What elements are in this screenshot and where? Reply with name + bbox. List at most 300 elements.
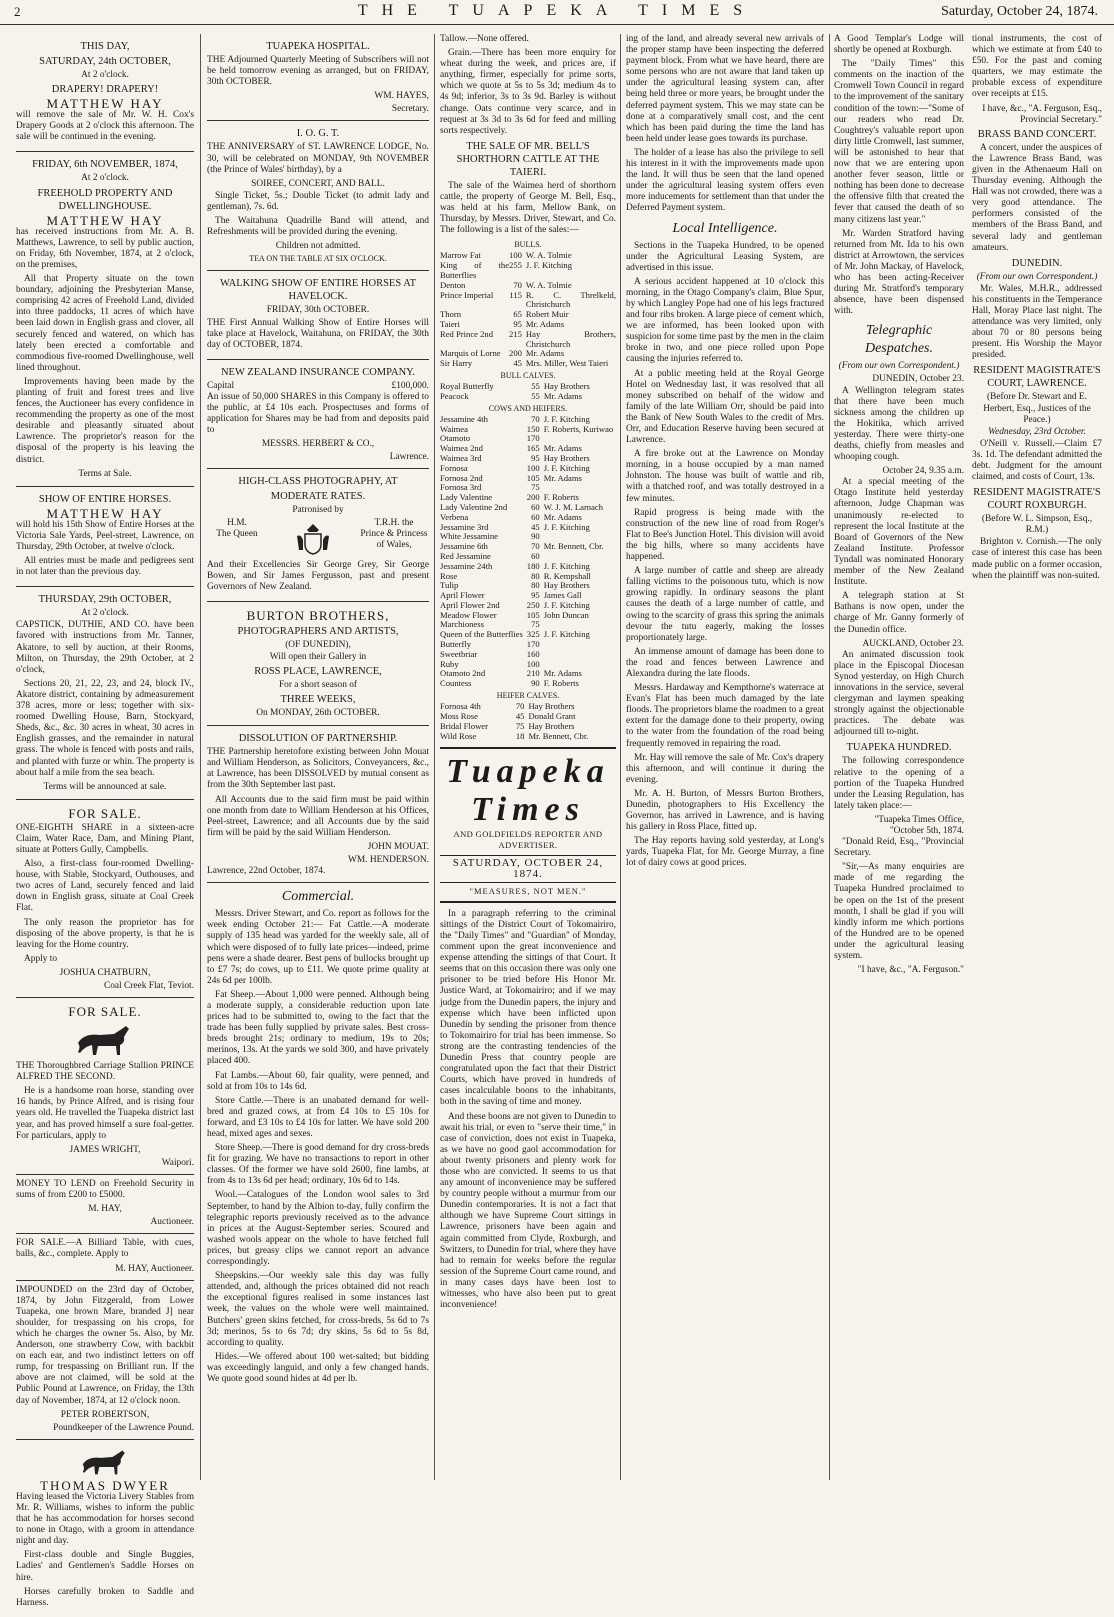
animal-name-cell: Verbena: [440, 511, 469, 522]
column-rule: [620, 34, 621, 1480]
buyer-cell: Hay Brothers: [543, 381, 590, 392]
ad-signature: M. HAY, Auctioneer.: [115, 1263, 194, 1274]
royal-arms-icon: [293, 522, 333, 556]
notice-date: Lawrence, 22nd October, 1874.: [207, 866, 326, 877]
notice-body: The Waitahuna Quadrille Band will attend, and Refreshments will be provided during the evening.: [207, 216, 429, 238]
notice-body: THE ANNIVERSARY of ST. LAWRENCE LODGE, No. 30, will be celebrated on MONDAY, 9th NOVEMBER (the Prince of Wales' birthday), by a: [207, 142, 429, 175]
price-cell: 255: [509, 260, 522, 271]
subcolumn-left: [834, 34, 964, 976]
two-column-wrapper: [834, 34, 1102, 976]
article-paragraph: Messrs. Driver Stewart, and Co. report as follows for the week ending October 21:— Fat Cattle.—A moderate supply of 135 head was yarded for the weekly sale, all of which were disposed of to fully late prices—indeed, prime pens were a shade dearer. Best pens of bullocks brought up to £7 7s; do cows, up to £11. We quote prime quality at 24s 6d per 100lb.: [207, 909, 429, 986]
sales-table-bull-calves: [440, 382, 616, 402]
table-row: [440, 359, 616, 369]
animal-name-cell: Rose: [440, 570, 458, 581]
animal-name-cell: Denton: [440, 279, 466, 290]
price-cell: 55: [531, 381, 540, 392]
price-cell: 115: [509, 289, 522, 300]
letter-signature: "I have, &c., "A. Ferguson.": [857, 965, 964, 976]
news-item: Mr. Hay will remove the sale of Mr. Cox's drapery this afternoon, and will continue it during the evening.: [626, 752, 824, 785]
buyer-cell: R. Kempshall: [543, 570, 591, 581]
editorial-paragraph: In a paragraph referring to the criminal sittings of the District Court of Tokomairiro, the "Daily Times" and "Guardian" of Monday, comment upon the great inconvenience and expense attending the sittings of that Court. It seems that on this occasion there was only one prisoner to be tried before His Honor Mr. Justice Ward, at Tokomairiro; and if we may judge from the Dunedin papers, the injury and expense which have been inflicted upon Dunedin by sending the prisoner from thence to Tokomairiro for trial has been immense. So strong are the contrasting tendencies of the Dunedin Press that country people are congratulated upon the fact that their District Courts, which have proved in hundreds of cases incalculable boons to the inhabitants, both in the saving of time and money.: [440, 908, 616, 1108]
notice-body: All Accounts due to the said firm must be paid within one month from date to William Henderson at his Offices, Peel-street, Lawrence; and all Accounts due by the said firm will be paid by the said William Henderson.: [207, 794, 429, 838]
ad-body: On MONDAY, 26th OCTOBER.: [256, 708, 380, 719]
table-row: [440, 291, 616, 311]
buyer-cell: J. F. Kitching: [543, 629, 590, 640]
notice-subheading: SOIREE, CONCERT, AND BALL.: [251, 178, 385, 189]
news-item: A Good Templar's Lodge will shortly be opened at Roxburgh.: [834, 34, 964, 56]
notice-signature: MESSRS. HERBERT & CO.,: [261, 439, 375, 450]
buyer-cell: W. J. M. Larnach: [543, 501, 604, 512]
notice-signature: Secretary.: [391, 104, 429, 115]
ad-body: All entries must be made and pedigrees sent in not later than the previous day.: [16, 556, 194, 578]
newspaper-title-block: [440, 747, 616, 902]
price-cell: 60: [531, 550, 540, 561]
patron-left: [207, 518, 267, 560]
ad-body: All that Property situate on the town boundary, adjoining the Presbyterian Manse, comprising 42 acres of Freehold Land, divided into three paddocks, 11 acres of which have been laid down in English grass and clover, all securely fenced and watered, on which has lately been erected a comfortable and commodious five-roomed Dwellinghouse, well lined throughout.: [16, 274, 194, 373]
price-cell: 105: [526, 609, 540, 620]
ad-heading: HIGH-CLASS PHOTOGRAPHY, AT: [238, 476, 398, 488]
animal-name-cell: Lady Valentine: [440, 492, 493, 503]
notice-signature: JOHN MOUAT.: [367, 841, 429, 852]
dateline: DUNEDIN, October 23.: [872, 374, 964, 385]
buyer-cell: Mr. Bennett, Cbr.: [543, 541, 604, 552]
article-paragraph: Mr. Wales, M.H.R., addressed his constituents in the Temperance Hall, Moray Place last night. The attendance was very limited, only about 70 or 80 persons being present. His Worship the Mayor presided.: [972, 283, 1102, 361]
ad-heading: SATURDAY, 24th OCTOBER,: [39, 56, 171, 67]
ad-body: Horses carefully broken to Saddle and Harness.: [16, 1586, 194, 1608]
animal-name-cell: Lady Valentine 2nd: [440, 501, 508, 512]
price-cell: 80: [531, 570, 540, 581]
news-item: Rapid progress is being made with the construction of the new line of road from Roger's Flat to Bee's Junction Hotel. This division will avoid the big hills, where so many accidents have happened.: [626, 507, 824, 563]
price-cell: 45: [531, 521, 540, 532]
patron-text: The Queen: [216, 528, 258, 539]
table-section-label: BULLS.: [514, 240, 542, 250]
ad-money-to-lend: [16, 1175, 194, 1234]
news-item: The "Daily Times" this comments on the inaction of the Cromwell Town Council in regard to the improvement of the sanitary condition of the town:—"Some of our readers who read Dr. Coughtrey's valuable report upon dirty little Cromwell, last summer, will be astonished to hear that now that we are entering upon another fever season, little or nothing has been done to decrease the offensive filth that created the fever that caused the death of so many citizens last year.": [834, 59, 964, 225]
notice-heading: TUAPEKA HOSPITAL.: [266, 41, 370, 52]
table-row: [440, 732, 616, 742]
ad-signature: Waipori.: [161, 1157, 194, 1168]
animal-name-cell: Waimea: [440, 423, 468, 434]
table-row: [440, 392, 616, 402]
commercial-section: [207, 888, 429, 1385]
notice-body: THE Adjourned Quarterly Meeting of Subscribers will not be held tomorrow evening as arranged, but on FRIDAY, 30th OCTOBER.: [207, 55, 429, 88]
table-section-label: COWS AND HEIFERS.: [488, 403, 568, 413]
issue-date: SATURDAY, OCTOBER 24, 1874.: [440, 855, 616, 883]
ad-body: will remove the sale of Mr. W. H. Cox's Drapery Goods at 2 o'clock this afternoon. The sale will be continued in the evening.: [16, 110, 194, 143]
buyer-cell: J. F. Kitching: [543, 599, 590, 610]
animal-name-cell: Moss Rose: [440, 710, 478, 721]
buyer-cell: J. F. Kitching: [543, 413, 590, 424]
auctioneer-name: MATTHEW HAY: [46, 96, 164, 112]
notice-iogt: [207, 121, 429, 271]
ad-livery-stables: [16, 1440, 194, 1617]
ad-billiard-table: [16, 1234, 194, 1280]
animal-name-cell: Bridal Flower: [440, 720, 488, 731]
price-cell: 165: [526, 443, 540, 454]
ad-heading: FREEHOLD PROPERTY AND DWELLINGHOUSE.: [37, 187, 173, 212]
ad-heading: THURSDAY, 29th OCTOBER,: [38, 594, 172, 606]
sales-table-bulls: [440, 251, 616, 369]
notice-heading: WALKING SHOW OF ENTIRE HORSES AT HAVELOCK.: [219, 278, 417, 303]
horse-engraving-icon: [75, 1448, 135, 1476]
buyer-cell: Robert Muir: [525, 309, 569, 320]
section-subheading: (From our own Correspondent.): [838, 361, 960, 372]
ad-body: has received instructions from Mr. A. B. Matthews, Lawrence, to sell by public auction, on Friday, 6th November, 1874, at 2 o'clock, on the premises,: [16, 226, 194, 270]
table-row: [440, 679, 616, 689]
table-row: [440, 330, 616, 350]
animal-name-cell: Jessamine 4th: [440, 413, 488, 424]
capital-value: £100,000.: [391, 380, 429, 391]
price-cell: 100: [509, 250, 522, 261]
ad-body: CAPSTICK, DUTHIE, AND CO. have been favored with instructions from Mr. Tanner, Akatore, to sell by auction, at their Rooms, Milton, on Thursday, the 29th October, at 2 o'clock,: [16, 620, 194, 675]
ad-heading: DRAPERY! DRAPERY!: [51, 84, 159, 96]
column-5-telegrams-and-courts: [834, 34, 1102, 1480]
article-paragraph: The sale of the Waimea herd of shorthorn cattle, the property of George M. Bell, Esq., was held at his farm, Mellow Bank, on Thursday, by Messrs. Driver, Stewart, and Co. The following is a list of the sales:—: [440, 180, 616, 236]
price-cell: 75: [531, 482, 540, 493]
animal-name-cell: April Flower: [440, 590, 485, 601]
animal-name-cell: Marquis of Lorne: [440, 348, 501, 359]
article-heading: RESIDENT MAGISTRATE'S COURT, LAWRENCE.: [973, 365, 1101, 390]
ad-body: The only reason the proprietor has for disposing of the above property, is that he is leaving for the Home country.: [16, 917, 194, 950]
column-rule: [829, 34, 830, 1480]
animal-name-cell: Wild Rose: [440, 730, 477, 741]
letter-header: "Donald Reid, Esq., "Provincial Secretary.: [834, 837, 964, 859]
ad-body: And their Excellencies Sir George Grey, Sir George Bowen, and Sir James Fergusson, past and present Governors of New Zealand.: [207, 559, 429, 592]
buyer-cell: [544, 640, 616, 650]
ad-signature: Poundkeeper of the Lawrence Pound.: [53, 1422, 194, 1433]
ad-body: ONE-EIGHTH SHARE in a sixteen-acre Claim, Water Race, Dam, and Mining Plant, situate at Potters Gully, Campbells.: [16, 822, 194, 855]
price-cell: 55: [531, 390, 540, 401]
notice-heading: I. O. G. T.: [296, 128, 340, 140]
ad-body: He is a handsome roan horse, standing over 16 hands, by Prince Alfred, and is rising four years old. He travelled the Tuapeka district last year, and has proved himself a sure foal-getter. For particulars, apply to: [16, 1086, 194, 1141]
ad-body: For a short season of: [278, 680, 358, 690]
section-subheading: (Before Dr. Stewart and E. Herbert, Esq., Justices of the Peace.): [983, 392, 1091, 425]
letter-body: "Sir,—As many enquiries are made of me regarding the Tuapeka Hundred proclaimed to be open on the 1st of the present month, I shall be glad if you will kindly inform me which portions of the Hundred are to be opened under the agricultural leasing system.: [834, 862, 964, 962]
animal-name-cell: Otamoto: [440, 433, 471, 444]
telegram-item: A Wellington telegram states that there have been much sickness among the children up the Hokitika, which arrived yesterday. There were thirty-one deaths, chiefly from measles and whooping cough.: [834, 385, 964, 463]
buyer-cell: F. Roberts, Kuriwao: [543, 423, 614, 434]
notice-signature: Lawrence.: [389, 452, 429, 463]
buyer-cell: Hay Brothers, Christchurch: [525, 328, 616, 349]
price-cell: 100: [526, 462, 540, 473]
sales-table-heifers: [440, 702, 616, 741]
article-heading: DUNEDIN.: [1011, 257, 1063, 269]
ad-drapery-sale: [16, 34, 194, 152]
news-item: An immense amount of damage has been done to the road and fences between Lawrence and Alexandra during the late floods.: [626, 646, 824, 679]
news-item: Sections in the Tuapeka Hundred, to be opened under the Agricultural Leasing System, are advertised in this issue.: [626, 240, 824, 273]
newspaper-title: Tuapeka Times: [446, 753, 610, 829]
notice-body: THE Partnership heretofore existing between John Mouat and William Henderson, as Solicitors, Conveyancers, &c., at Lawrence, has been DISSOLVED by mutual consent as from the 30th September last past.: [207, 747, 429, 791]
buyer-cell: Mr. Adams: [543, 668, 582, 679]
notice-dissolution: [207, 726, 429, 883]
price-cell: 95: [513, 318, 522, 329]
ad-signature: Auctioneer.: [150, 1217, 194, 1228]
letter-body: tional instruments, the cost of which we estimate at from £40 to £50. For the past and coming quarters, we may estimate the probable excess of expenditure over receipts at £15.: [972, 34, 1102, 100]
animal-name-cell: Otamoto 2nd: [440, 668, 486, 679]
price-cell: 45: [513, 358, 522, 369]
ad-body: Apply to: [24, 953, 58, 964]
ad-akatore-sale: [16, 587, 194, 800]
ad-body: FOR SALE.—A Billiard Table, with cues, balls, &c., complete. Apply to: [16, 1238, 194, 1260]
article-heading: THE SALE OF MR. BELL'S SHORTHORN CATTLE AT THE TAIERI.: [456, 140, 600, 178]
buyer-cell: J. F. Kitching: [543, 560, 590, 571]
ad-stallion: [16, 998, 194, 1175]
buyer-cell: J. F. Kitching: [525, 260, 573, 271]
animal-name-cell: Sweetbriar: [440, 648, 478, 659]
animal-name-cell: King of the Butterflies: [440, 260, 510, 280]
column-rule: [434, 34, 435, 1480]
ad-signature: M. HAY,: [88, 1204, 122, 1215]
buyer-cell: James Gall: [543, 590, 582, 601]
auctioneer-name: MATTHEW HAY: [46, 212, 164, 228]
subcolumn-right: [972, 34, 1102, 976]
newspaper-subtitle: AND GOLDFIELDS REPORTER AND ADVERTISER.: [453, 829, 603, 851]
price-cell: 65: [513, 309, 522, 320]
notice-hospital: [207, 34, 429, 121]
animal-name-cell: Marchioness: [440, 619, 484, 630]
patron-text: of Wales,: [376, 539, 412, 550]
ad-heading: MODERATE RATES.: [270, 491, 366, 503]
ad-terms: Terms at Sale.: [78, 468, 132, 479]
page-number: 2: [14, 4, 21, 19]
telegram-item: A telegraph station at St Bathans is now open, under the charge of Mr. Ganny formerly of the Dunedin office.: [834, 591, 964, 635]
animal-name-cell: Sir Harry: [440, 358, 473, 369]
buyer-cell: Mr. Adams: [543, 472, 582, 483]
ad-heading: FOR SALE.: [68, 1004, 142, 1020]
ad-mining-share: [16, 800, 194, 998]
column-3-market-and-editorial: [440, 34, 616, 1480]
telegram-item: At a special meeting of the Otago Institute held yesterday afternoon, Judge Chapman was unanimously re-elected to represent the local Institute at the Board of Governors of the New Zealand Institute. Professor Tyndall was nominated Honorary member of the New Zealand Institute.: [834, 477, 964, 588]
animal-name-cell: Thorn: [440, 309, 462, 320]
animal-name-cell: Tulip: [440, 580, 459, 591]
auctioneer-name: MATTHEW HAY: [46, 505, 164, 521]
news-item: Mr. Warden Stratford having returned from Mt. Ida to his own district at Arrowtown, the services of Mr. John Mackay, of Havelock, who has been acting-Receiver during Mr. Stratford's temporary absence, have been dispensed with.: [834, 228, 964, 317]
patron-text: H.M.: [227, 517, 247, 528]
price-cell: 325: [526, 629, 540, 640]
price-cell: 160: [526, 648, 540, 659]
price-cell: 105: [526, 472, 540, 483]
price-cell: 215: [509, 328, 522, 339]
ad-freehold-property: [16, 152, 194, 486]
animal-name-cell: Queen of the Butterflies: [440, 629, 523, 640]
horse-engraving-icon: [70, 1023, 140, 1057]
price-cell: 45: [515, 710, 525, 721]
ad-signature: PETER ROBERTSON,: [60, 1409, 150, 1420]
telegram-item: An animated discussion took place in the Episcopal Diocesan Synod yesterday, on High Church innovations in the service, several clergyman and laymen speaking strongly against the objectionable practices. The debate was adjourned till to-night.: [834, 649, 964, 738]
article-paragraph: The following correspondence relative to the opening of a portion of the Tuapeka Hundred under the Leasing Regulation, has lately taken place:—: [834, 756, 964, 811]
ad-heading: PHOTOGRAPHERS AND ARTISTS,: [237, 625, 399, 637]
page-masthead: [0, 0, 1114, 25]
price-cell: 95: [531, 452, 540, 463]
animal-name-cell: Countess: [440, 678, 472, 689]
buyer-cell: Mr. Bennett, Cbr.: [528, 730, 589, 741]
table-section-label: BULL CALVES.: [500, 370, 556, 380]
price-cell: 60: [531, 511, 540, 522]
ad-heading: ROSS PLACE, LAWRENCE,: [254, 666, 382, 677]
buyer-cell: Mr. Adams: [543, 443, 582, 454]
ad-heading: BURTON BROTHERS,: [246, 607, 390, 623]
ad-body: Sections 20, 21, 22, 23, and 24, block IV., Akatore district, containing by admeasurement 378 acres, more or less; together with six-roomed Dwelling House, Barn, Stockyard, Sheds, &c., &c. 30 acres in wheat, 30 acres in English grasses, and the remainder in natural grass. The whole is fenced with posts and rails, and planted with furze or whin. The property is about half a mile from the sea beach.: [16, 678, 194, 778]
column-2-notices: [207, 34, 429, 1480]
dateline: AUCKLAND, October 23.: [862, 638, 964, 649]
animal-name-cell: Fornosa 2nd: [440, 472, 483, 483]
animal-name-cell: Meadow Flower: [440, 609, 497, 620]
notice-signature: WM. HENDERSON.: [348, 855, 429, 866]
letter-signature: I have, &c., "A. Ferguson, Esq., Provincial Secretary.": [982, 103, 1102, 125]
article-paragraph: Wool.—Catalogues of the London wool sales to 3rd September, to hand by the Albion to-day, fully confirm the telegraphic reports previously received as to the advance in prices at the August-September series. Scoured and washed wools appear on the whole to have fetched full prices, but greasy clips we cannot report an advance correspondingly.: [207, 1190, 429, 1268]
ad-heading: FOR SALE.: [68, 805, 142, 821]
newspaper-motto: "MEASURES, NOT MEN.": [469, 885, 587, 896]
notice-body: Children not admitted.: [275, 241, 361, 252]
capital-label: Capital: [207, 380, 235, 391]
animal-name-cell: April Flower 2nd: [440, 599, 500, 610]
ad-body: Also, a first-class four-roomed Dwelling-house, with Stable, Stockyard, Outhouses, and two acres of Land, securely fenced and laid down in English grass, situate at Coal Creek Flat.: [16, 859, 194, 914]
animal-name-cell: Jessamine 24th: [440, 560, 493, 571]
price-cell: 95: [531, 590, 540, 601]
buyer-cell: F. Roberts: [543, 678, 579, 689]
article-heading: BRASS BAND CONCERT.: [977, 128, 1097, 140]
notice-heading: NEW ZEALAND INSURANCE COMPANY.: [220, 366, 416, 378]
article-heading: RESIDENT MAGISTRATE'S COURT ROXBURGH.: [973, 487, 1101, 512]
price-cell: 210: [526, 668, 540, 679]
animal-name-cell: Butterfly: [440, 639, 472, 650]
column-1-advertisements: [16, 34, 194, 1608]
price-cell: 100: [526, 658, 540, 669]
ad-signature: JOSHUA CHATBURN,: [59, 967, 151, 978]
news-item: A large number of cattle and sheep are already falling victims to the poisonous tutu, which is now growing rapidly. In ordinary seasons the plant causes the death of a large number of cattle, and owing to the scarcity of grass this spring the animals devour the tutu eagerly, making the losses proportionately large.: [626, 566, 824, 643]
news-item: Messrs. Hardaway and Kempthorne's waterrace at Evan's Flat has been much damaged by the late floods. The proprietors blame the roadmen to a great extent for the damage done to their property, owing to the water from the foundation of the road being frequently removed in repairing the road.: [626, 683, 824, 749]
animal-name-cell: Jessamine 6th: [440, 541, 488, 552]
animal-name-cell: Waimea 2nd: [440, 443, 483, 454]
table-section-label: HEIFER CALVES.: [496, 691, 560, 701]
buyer-cell: J. F. Kitching: [543, 521, 590, 532]
notice-insurance: [207, 360, 429, 470]
ad-body: MONEY TO LEND on Freehold Security in sums of from £200 to £5000.: [16, 1178, 194, 1201]
sales-table-cows: [440, 415, 616, 689]
news-item: A fire broke out at the Lawrence on Monday morning, in a house occupied by a man named Johnston. The house was built of wattle and rib, with a thatched roof, and was totally destroyed in a few minutes.: [626, 449, 824, 504]
patron-row: [207, 518, 429, 560]
article-paragraph: Hides.—We offered about 100 wet-salted; but bidding was exceedingly languid, and only a few changed hands. We quote good sound hides at 4d per lb.: [207, 1351, 429, 1384]
buyer-cell: Hay Brothers: [528, 701, 575, 712]
editorial-paragraph: And these boons are not given to Dunedin to await his trial, or even to "serve their time," in case of conviction, does not exist in Tuapeka, as we have no good gaol accommodation for about twenty prisoners and plenty work for those who are convicted. It seems to us that any amount of inconvenience may be suffered by country people without a murmur from our Dunedin contemporaries. It is not a fact that although we have Supreme Court sittings in Lawrence, prisoners have been again and again committed from Clyde, Roxburgh, and Switzers, to Dunedin for trial, where they have had to remain for weeks before the regular session of the Supreme Court came round, and in many cases days have been lost to witnesses, who have also been put to great inconvenience!: [440, 1111, 616, 1311]
ad-heading: THREE WEEKS,: [280, 694, 356, 706]
article-paragraph: A concert, under the auspices of the Lawrence Brass Band, was given in the Athenaeum Hall on Thursday evening. Although the Hall was not crowded, there was a very good attendance. The performers consisted of the members of the Brass Band, and several lady and gentleman amateurs.: [972, 142, 1102, 253]
article-paragraph: Tallow.—None offered.: [440, 34, 529, 44]
animal-name-cell: Waimea 3rd: [440, 452, 482, 463]
buyer-cell: Hay Brothers: [528, 720, 575, 731]
section-subheading: (Before W. L. Simpson, Esq., R.M.): [981, 514, 1093, 536]
ad-time: At 2 o'clock.: [81, 173, 129, 184]
buyer-cell: J. F. Kitching: [543, 462, 590, 473]
advertiser-name: THOMAS DWYER: [40, 1477, 170, 1493]
notice-heading: DISSOLUTION OF PARTNERSHIP.: [238, 733, 398, 745]
price-cell: 80: [531, 580, 540, 591]
notice-body: THE First Annual Walking Show of Entire Horses will take place at Havelock, Waitahuna, on FRIDAY, the 30th day of OCTOBER, 1874.: [207, 317, 429, 350]
notice-date: FRIDAY, 30th OCTOBER.: [266, 305, 370, 316]
buyer-cell: Donald Grant: [528, 710, 576, 721]
ad-body: Having leased the Victoria Livery Stables from Mr. R. Williams, wishes to inform the public that he has accommodation for horses second to none in Otago, with a groom in attendance night and day.: [16, 1491, 194, 1547]
ad-body: Will open their Gallery in: [269, 651, 367, 662]
ad-heading: (OF DUNEDIN),: [285, 639, 351, 650]
buyer-cell: W. A. Tolmie: [525, 279, 572, 290]
court-case: O'Neill v. Russell.—Claim £7 3s. 1d. The defendant admitted the debt. Judgment for the amount claimed, and costs of Court, 13s.: [972, 438, 1102, 483]
notice-walking-show: [207, 271, 429, 359]
animal-name-cell: Marrow Fat: [440, 250, 481, 261]
price-cell: 180: [526, 560, 540, 571]
capital-row: [207, 381, 429, 392]
article-paragraph: Store Cattle.—There is an unabated demand for well-bred and grazed cows, at from £4 10s to £5 10s for forward, and £3 10s to £4 10s for latter. We have sold 200 head, mixed ages and sexes.: [207, 1095, 429, 1139]
price-cell: 70: [513, 279, 522, 290]
ad-terms: Terms will be announced at sale.: [43, 781, 167, 792]
price-cell: 75: [531, 619, 540, 630]
animal-name-cell: Red Prince 2nd: [440, 328, 493, 339]
notice-body: An issue of 50,000 SHARES in this Company is offered to the public, at £4 10s each. Prospectuses and forms of application for Shares may be had from and deposits paid to: [207, 391, 429, 436]
ad-signature: JAMES WRIGHT,: [69, 1144, 141, 1155]
article-paragraph: ing of the land, and already several new arrivals of the proper stamp have been inspecting the deferred payment block. From what we have heard, there are some persons who are not aware that land taken up under the agricultural leasing system can, after being held three or more years, be brought under the deferred payment system. This we may state can be done at a comparatively small cost, and the cent which has been paid during the time the land has been held under lease goes towards its purchase.: [626, 34, 824, 144]
price-cell: 200: [526, 492, 540, 503]
animal-name-cell: Taieri: [440, 318, 460, 329]
patron-text: T.R.H. the: [374, 517, 414, 528]
ad-time: At 2 o'clock.: [81, 608, 129, 619]
ad-burton-brothers: [207, 602, 429, 726]
animal-name-cell: Fornosa 4th: [440, 701, 481, 712]
buyer-cell: R. C. Threlkeld, Christchurch: [525, 289, 616, 310]
price-cell: 75: [515, 720, 525, 731]
court-case: Brighton v. Cornish.—The only case of interest this case has been made public on a former occasion, when the plaintiff was non-suited.: [972, 537, 1102, 581]
price-cell: 250: [526, 599, 540, 610]
news-item: The Hay reports having sold yesterday, at Long's yards, Tuapeka Flat, for Mr. George Murray, a fine lot of dairy cows at good prices.: [626, 836, 824, 869]
animal-name-cell: Red Jessamine: [440, 550, 491, 561]
article-paragraph: Store Sheep.—There is good demand for dry cross-breds fit for grazing. We have no transactions to report in other classes. Of the former we have sold 2600, fine lambs, at from 4s to 13s 6d per head; ordinary, 10s 6d to 14s.: [207, 1143, 429, 1187]
animal-name-cell: Ruby: [440, 658, 459, 669]
buyer-cell: F. Roberts: [543, 492, 579, 503]
running-date: Saturday, October 24, 1874.: [941, 4, 1098, 19]
price-cell: 170: [526, 433, 540, 444]
price-cell: 18: [515, 730, 525, 741]
price-cell: 70: [531, 541, 540, 552]
ad-body: Improvements having been made by the planting of fruit and forest trees and live fences, the Auctioneer has every confidence in recommending the property as one of the most desirable and pleasantly situated about Lawrence. The proprietor's reason for the disposal of the property is his leaving the district.: [16, 376, 194, 465]
running-title: THE TUAPEKA TIMES: [357, 2, 757, 19]
ad-photography: [207, 469, 429, 601]
buyer-cell: W. A. Tolmie: [525, 250, 572, 261]
ad-body: will hold his 15th Show of Entire Horses at the Victoria Sale Yards, Peel-street, Lawrence, on Thursday, 29th October, at twelve o'clock.: [16, 519, 194, 552]
animal-name-cell: Royal Butterfly: [440, 381, 494, 392]
patron-right: [359, 518, 429, 560]
article-paragraph: Fat Sheep.—About 1,000 were penned. Although being a moderate supply, a considerable reduction upon late prices had to be submitted to, owing to the fact that the trade has been fully supplied by private sales. Best cross-breds brought 21s; ordinary to medium, 19s to 20s; merinos, 13s. At the yards we sold 300, and have privately placed 400.: [207, 989, 429, 1067]
ad-time: At 2 o'clock.: [81, 70, 129, 80]
price-cell: 70: [531, 413, 540, 424]
buyer-cell: Hay Brothers: [543, 580, 590, 591]
ad-heading: SHOW OF ENTIRE HORSES.: [38, 493, 172, 505]
ad-impounded: [16, 1281, 194, 1440]
dateline: Wednesday, 23rd October.: [988, 426, 1086, 437]
article-paragraph: Fat Lambs.—About 60, fair quality, were penned, and sold at from 10s to 14s 6d.: [207, 1070, 429, 1092]
notice-signature: WM. HAYES,: [374, 91, 429, 102]
section-subheading: (From our own Correspondent.): [976, 271, 1098, 282]
article-paragraph: The holder of a lease has also the privilege to sell his interest in it with the improvements made upon the land. It will thus be seen that the land opened under the agricultural leasing system offers even more inducements for settlement than that under the Deferred Payment system.: [626, 147, 824, 214]
animal-name-cell: Prince Imperial: [440, 289, 494, 300]
buyer-cell: Mrs. Miller, West Taieri: [525, 358, 609, 369]
price-cell: 200: [509, 348, 522, 359]
patron-text: Prince & Princess: [360, 528, 428, 539]
animal-name-cell: White Jessamine: [440, 531, 498, 542]
article-paragraph: Grain.—There has been more enquiry for wheat during the week, and prices are, if anything, firmer, especially for prime sorts, which we quote at 5s to 5s 3d; medium 4s to 4s 9d; inferior, 3s to 3s 9d. Barley is without change. Oats continue very scarce, and in request at 3s 3d to 3s 6d for feed and milling sorts respectively.: [440, 48, 616, 136]
price-cell: 170: [526, 639, 540, 650]
buyer-cell: Hay Brothers: [543, 452, 590, 463]
animal-name-cell: Peacock: [440, 390, 469, 401]
notice-body: TEA ON THE TABLE AT SIX O'CLOCK.: [249, 254, 387, 264]
buyer-cell: Mr. Adams: [525, 318, 565, 329]
